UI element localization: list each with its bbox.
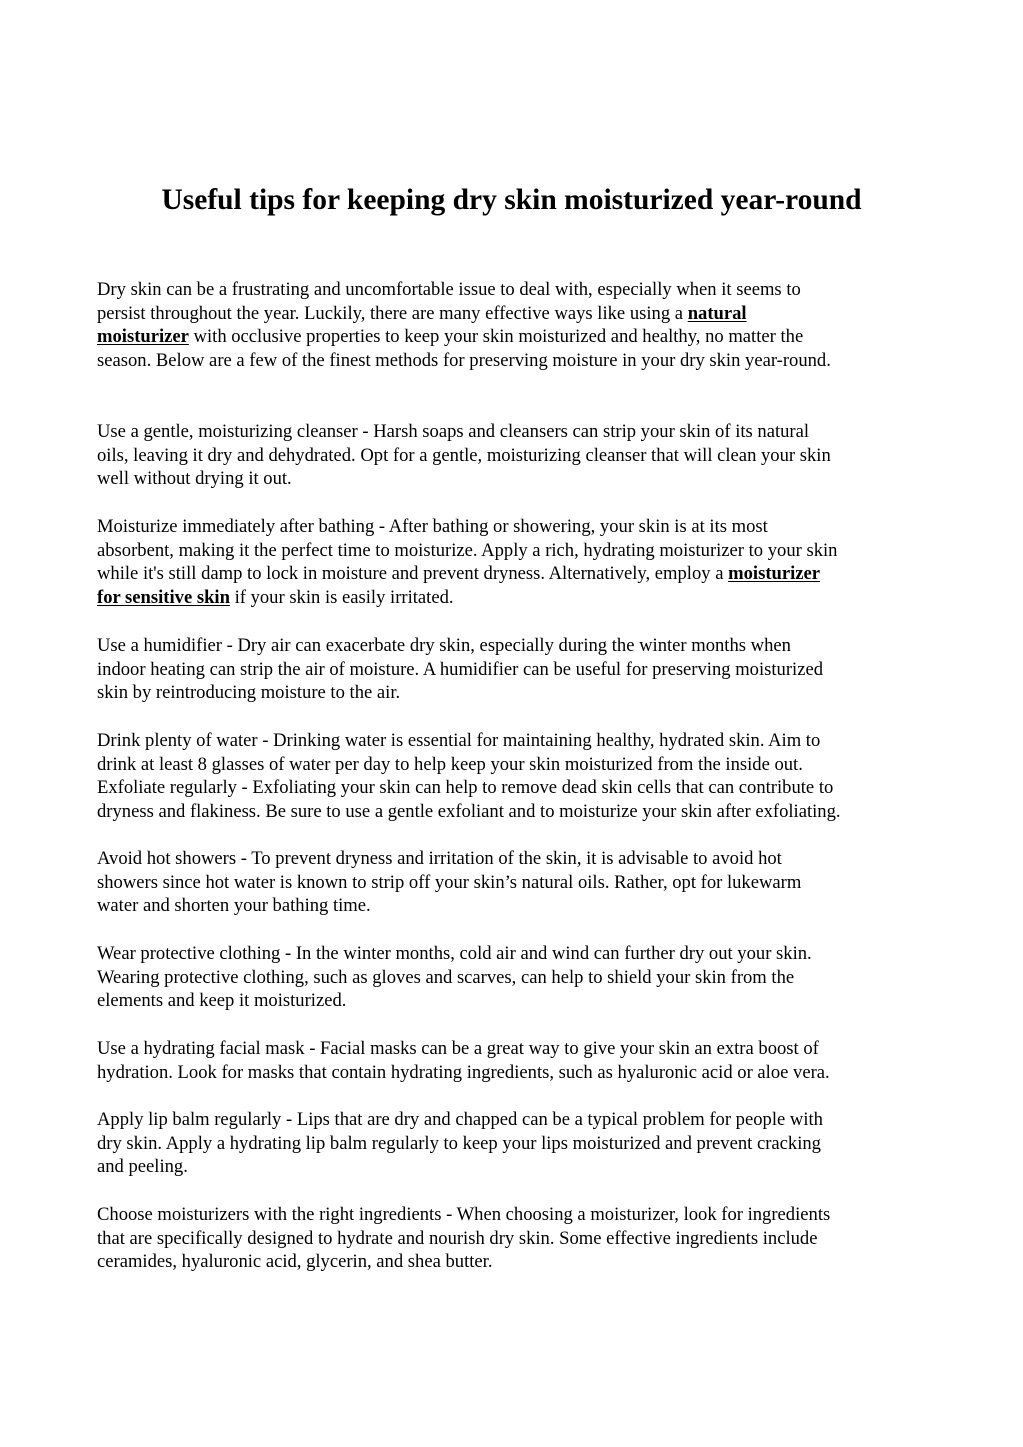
text-line: Choose moisturizers with the right ingredients - When choosing a moisturizer, look for ingredients xyxy=(97,1204,831,1225)
text-line: and peeling. xyxy=(97,1156,188,1177)
text-line: ceramides, hyaluronic acid, glycerin, and shea butter. xyxy=(97,1251,493,1272)
text-line: Use a humidifier - Dry air can exacerbate dry skin, especially during the winter months when xyxy=(97,635,791,656)
text-line: hydration. Look for masks that contain hydrating ingredients, such as hyaluronic acid or aloe vera. xyxy=(97,1061,830,1083)
natural-moisturizer-link-continued[interactable]: moisturizer xyxy=(97,326,189,347)
natural-moisturizer-link[interactable]: natural xyxy=(687,302,747,324)
text-line: Wearing protective clothing, such as gloves and scarves, can help to shield your skin from the xyxy=(97,966,795,988)
lipbalm-paragraph xyxy=(97,1108,937,1179)
text-line: Exfoliate regularly - Exfoliating your skin can help to remove dead skin cells that can contribute to xyxy=(97,777,834,798)
text-line: Apply lip balm regularly - Lips that are dry and chapped can be a typical problem for people with xyxy=(97,1109,823,1130)
bathing-paragraph xyxy=(97,515,937,609)
ingredients-paragraph xyxy=(97,1203,937,1274)
text-line: well without drying it out. xyxy=(97,468,292,489)
text-line xyxy=(97,586,937,610)
text-line: season. Below are a few of the finest methods for preserving moisture in your dry skin year-round. xyxy=(97,349,831,371)
text-line: drink at least 8 glasses of water per day to help keep your skin moisturized from the inside out. xyxy=(97,753,803,775)
text-span: persist throughout the year. Luckily, there are many effective ways like using a xyxy=(97,302,688,324)
text-line: Avoid hot showers - To prevent dryness and irritation of the skin, it is advisable to avoid hot xyxy=(97,848,782,869)
text-span: if your skin is easily irritated. xyxy=(229,586,454,608)
text-line: Moisturize immediately after bathing - After bathing or showering, your skin is at its most xyxy=(97,516,768,537)
clothing-paragraph xyxy=(97,942,937,1013)
water-paragraph xyxy=(97,729,937,823)
mask-paragraph xyxy=(97,1037,937,1084)
text-line: Wear protective clothing - In the winter months, cold air and wind can further dry out your skin. xyxy=(97,943,812,964)
text-line: absorbent, making it the perfect time to moisturize. Apply a rich, hydrating moisturizer to your skin xyxy=(97,539,838,561)
text-line xyxy=(97,325,937,349)
text-line: elements and keep it moisturized. xyxy=(97,990,347,1011)
sensitive-skin-moisturizer-link-continued[interactable]: for sensitive skin xyxy=(97,586,230,608)
text-line: that are specifically designed to hydrate and nourish dry skin. Some effective ingredients include xyxy=(97,1227,818,1249)
text-span: while it's still damp to lock in moisture and prevent dryness. Alternatively, employ a xyxy=(97,563,729,584)
page-title: Useful tips for keeping dry skin moisturized year-round xyxy=(161,184,862,216)
text-line: showers since hot water is known to strip off your skin’s natural oils. Rather, opt for lukewarm xyxy=(97,871,802,893)
text-line: indoor heating can strip the air of moisture. A humidifier can be useful for preserving moisturized xyxy=(97,658,823,680)
text-line xyxy=(97,562,937,586)
text-line: Drink plenty of water - Drinking water is essential for maintaining healthy, hydrated skin. Aim to xyxy=(97,730,821,751)
text-line xyxy=(97,302,937,326)
text-line: water and shorten your bathing time. xyxy=(97,895,371,916)
intro-paragraph xyxy=(97,278,937,372)
text-line: oils, leaving it dry and dehydrated. Opt for a gentle, moisturizing cleanser that will clean your skin xyxy=(97,444,831,466)
text-line: Use a hydrating facial mask - Facial masks can be a great way to give your skin an extra boost of xyxy=(97,1038,819,1059)
text-line: dryness and flakiness. Be sure to use a gentle exfoliant and to moisturize your skin after exfoliating. xyxy=(97,800,841,822)
text-span: with occlusive properties to keep your skin moisturized and healthy, no matter the xyxy=(188,326,804,347)
sensitive-skin-moisturizer-link[interactable]: moisturizer xyxy=(728,563,821,584)
text-line: dry skin. Apply a hydrating lip balm regularly to keep your lips moisturized and prevent cracking xyxy=(97,1132,821,1154)
text-line: skin by reintroducing moisture to the air. xyxy=(97,682,401,703)
humidifier-paragraph xyxy=(97,634,937,705)
text-line: Dry skin can be a frustrating and uncomfortable issue to deal with, especially when it seems to xyxy=(97,279,801,300)
cleanser-paragraph xyxy=(97,420,937,491)
showers-paragraph xyxy=(97,847,937,918)
text-line: Use a gentle, moisturizing cleanser - Harsh soaps and cleansers can strip your skin of its natural xyxy=(97,421,810,442)
